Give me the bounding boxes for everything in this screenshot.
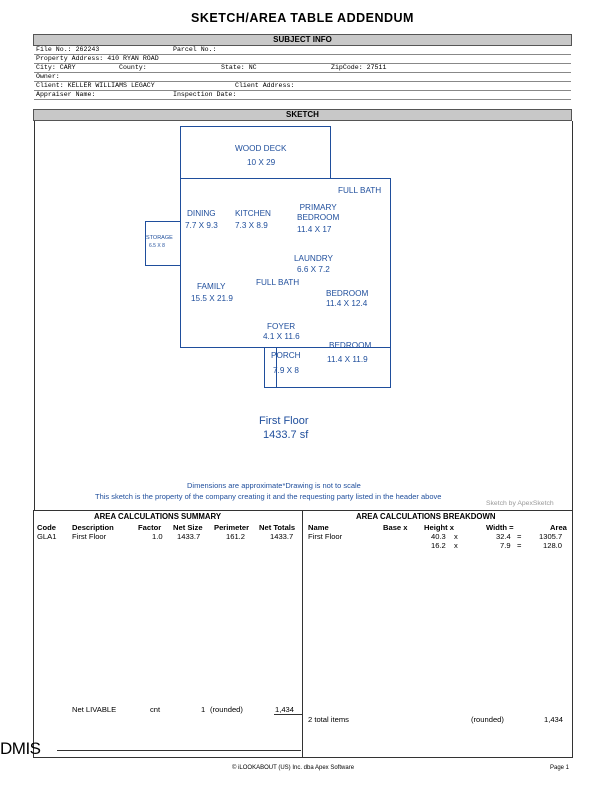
summary-perimeter: 161.2 [226, 532, 246, 541]
breakdown-equals: = [517, 532, 522, 541]
col-width: Width = [486, 523, 514, 532]
col-description: Description [72, 523, 114, 532]
breakdown-area: 128.0 [543, 541, 563, 550]
total-items: 2 total items [308, 715, 349, 724]
info-row [34, 73, 571, 82]
col-area: Area [550, 523, 567, 532]
info-row [34, 82, 571, 91]
foyer-dim: 4.1 X 11.6 [263, 332, 300, 341]
col-perimeter: Perimeter [214, 523, 250, 532]
info-row [34, 64, 571, 73]
primary-bedroom-label: PRIMARY BEDROOM [297, 203, 340, 222]
floor-label: First Floor [259, 415, 309, 427]
kitchen-label: KITCHEN [235, 209, 271, 218]
apexsketch-watermark: Sketch by ApexSketch [486, 500, 554, 507]
kitchen-dim: 7.3 X 8.9 [235, 221, 268, 230]
breakdown-width: 7.9 [500, 541, 511, 550]
full-bath-label: FULL BATH [338, 186, 382, 195]
breakdown-times: x [454, 532, 458, 541]
breakdown-height: 40.3 [431, 532, 446, 541]
bedroom-label: BEDROOM [329, 341, 372, 350]
col-base: Base x [383, 523, 408, 532]
info-row [34, 46, 571, 55]
bedroom-dim: 11.4 X 12.4 [326, 299, 368, 308]
breakdown-rounded: (rounded) [471, 715, 504, 724]
client-address: Client Address: [235, 82, 295, 89]
table-divider [302, 511, 303, 757]
state: State: NC [221, 64, 257, 71]
appraiser-name: Appraiser Name: [36, 91, 96, 98]
breakdown-total: 1,434 [544, 715, 564, 724]
net-livable-underline [274, 714, 302, 715]
wood-deck-dim: 10 X 29 [247, 158, 276, 167]
porch-dim: 7.9 X 8 [273, 366, 299, 375]
floor-area: 1433.7 sf [263, 429, 309, 441]
footer-rule [57, 750, 301, 751]
area-tables [33, 510, 573, 758]
breakdown-equals: = [517, 541, 522, 550]
info-row [34, 91, 571, 100]
dining-label: DINING [187, 209, 216, 218]
bedroom-dim: 11.4 X 11.9 [327, 355, 368, 364]
owner: Owner: [36, 73, 60, 80]
net-livable-label: Net LIVABLE [72, 705, 117, 714]
city: City: CARY [36, 64, 76, 71]
file-no: File No.: 262243 [36, 46, 100, 53]
breakdown-height: 16.2 [431, 541, 446, 550]
storage-label: STORAGE [146, 235, 173, 241]
summary-code: GLA1 [37, 532, 57, 541]
family-dim: 15.5 X 21.9 [191, 294, 233, 303]
bedroom-label: BEDROOM [326, 289, 369, 298]
breakdown-width: 32.4 [496, 532, 511, 541]
info-row [34, 55, 571, 64]
net-livable-cnt: cnt [150, 705, 161, 714]
primary-bedroom-dim: 11.4 X 17 [297, 225, 332, 234]
laundry-label: LAUNDRY [294, 254, 333, 263]
copyright: © iLOOKABOUT (US) Inc. dba Apex Software [232, 765, 355, 771]
summary-net-size: 1433.7 [177, 532, 201, 541]
full-bath-label: FULL BATH [256, 278, 300, 287]
sketch-area [34, 121, 573, 510]
family-label: FAMILY [197, 282, 226, 291]
col-code: Code [37, 523, 56, 532]
col-net-totals: Net Totals [259, 523, 296, 532]
dimensions-note: Dimensions are approximate*Drawing is not to scale [187, 481, 361, 490]
net-livable-count: 1 [201, 705, 206, 714]
parcel-no: Parcel No.: [173, 46, 217, 53]
summary-description: First Floor [72, 532, 107, 541]
county: County: [119, 64, 147, 71]
summary-header: AREA CALCULATIONS SUMMARY [94, 512, 222, 521]
laundry-dim: 6.6 X 7.2 [297, 265, 330, 274]
net-livable-rounded: (rounded) [210, 705, 243, 714]
col-net-size: Net Size [173, 523, 203, 532]
client: Client: KELLER WILLIAMS LEGACY [36, 82, 155, 89]
col-factor: Factor [138, 523, 162, 532]
page-number: Page 1 [550, 765, 570, 771]
page-title: SKETCH/AREA TABLE ADDENDUM [191, 11, 414, 25]
col-name: Name [308, 523, 329, 532]
summary-net-total: 1433.7 [270, 532, 294, 541]
summary-factor: 1.0 [152, 532, 163, 541]
dmis-logo: DMIS [0, 739, 41, 758]
wood-deck-label: WOOD DECK [235, 144, 287, 153]
net-livable-total: 1,434 [275, 705, 295, 714]
inspection-date: Inspection Date: [173, 91, 237, 98]
storage-dim: 6.5 X 8 [149, 243, 165, 249]
subject-info-header: SUBJECT INFO [33, 34, 572, 46]
breakdown-name: First Floor [308, 532, 343, 541]
breakdown-header: AREA CALCULATIONS BREAKDOWN [356, 512, 496, 521]
foyer-label: FOYER [267, 322, 296, 331]
breakdown-times: x [454, 541, 458, 550]
dining-dim: 7.7 X 9.3 [185, 221, 218, 230]
property-address: Property Address: 410 RYAN ROAD [36, 55, 159, 62]
porch-label: PORCH [271, 351, 301, 360]
sketch-header: SKETCH [33, 109, 572, 121]
breakdown-area: 1305.7 [539, 532, 563, 541]
zipcode: ZipCode: 27511 [331, 64, 387, 71]
col-height: Height x [424, 523, 454, 532]
ownership-note: This sketch is the property of the company creating it and the requesting party listed in the header above [95, 492, 442, 501]
